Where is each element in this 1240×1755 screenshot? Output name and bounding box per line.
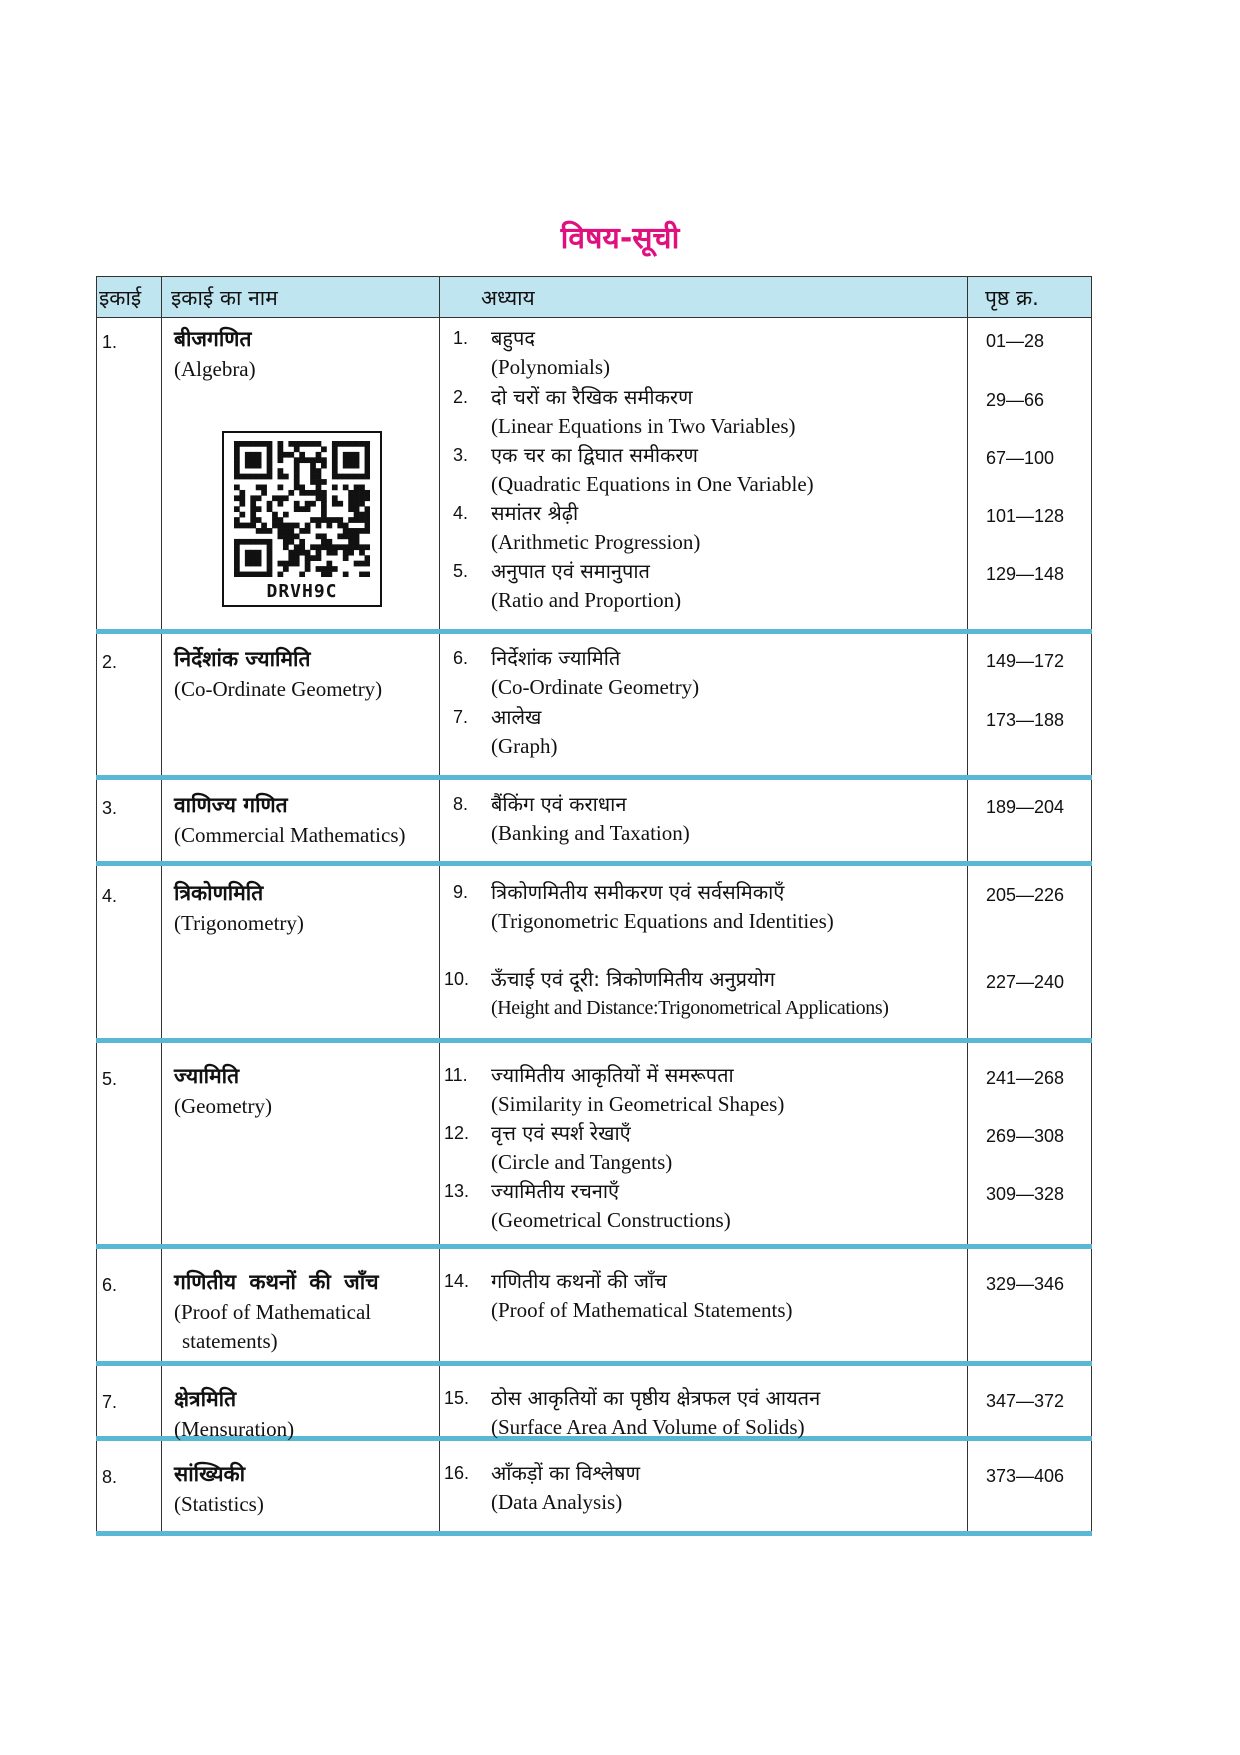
chapter-title-english: (Arithmetic Progression) <box>491 530 701 554</box>
unit-name-english: (Commercial Mathematics) <box>174 823 406 847</box>
unit-number: 5. <box>102 1069 118 1089</box>
unit-number: 7. <box>102 1392 118 1412</box>
row-separator <box>96 1531 1092 1536</box>
chapter-number: 11. <box>444 1065 468 1085</box>
header-unit: इकाई <box>99 286 142 310</box>
unit-name-hindi: बीजगणित <box>174 327 252 351</box>
unit-name-english: (Co-Ordinate Geometry) <box>174 677 383 701</box>
page-range: 205—226 <box>986 885 1065 905</box>
chapter-title-hindi: एक चर का द्विघात समीकरण <box>491 443 699 467</box>
unit-number: 2. <box>102 652 118 672</box>
chapter-title-hindi: निर्देशांक ज्यामिति <box>491 646 621 670</box>
qr-code <box>222 431 382 607</box>
page-range: 149—172 <box>986 651 1065 671</box>
page-range: 329—346 <box>986 1274 1065 1294</box>
chapter-title-english: (Height and Distance:Trigonometrical Applications) <box>491 997 889 1019</box>
chapter-title-hindi: समांतर श्रेढ़ी <box>491 501 579 525</box>
chapter-title-english: (Data Analysis) <box>491 1490 623 1514</box>
unit-name-english-cont: statements) <box>182 1329 278 1353</box>
page-range: 67—100 <box>986 448 1055 468</box>
page-range: 347—372 <box>986 1391 1065 1411</box>
chapter-title-hindi: ऊँचाई एवं दूरी: त्रिकोणमितीय अनुप्रयोग <box>491 967 776 991</box>
unit-number: 3. <box>102 798 118 818</box>
page-range: 373—406 <box>986 1466 1065 1486</box>
unit-name-english: (Geometry) <box>174 1094 272 1118</box>
chapter-number: 8. <box>453 794 469 814</box>
row-separator <box>96 861 1092 866</box>
row-separator <box>96 1038 1092 1043</box>
chapter-title-hindi: दो चरों का रैखिक समीकरण <box>491 385 693 409</box>
chapter-number: 14. <box>444 1271 470 1291</box>
chapter-title-hindi: आँकड़ों का विश्लेषण <box>491 1461 641 1485</box>
unit-name-english: (Trigonometry) <box>174 911 304 935</box>
row-separator <box>96 629 1092 634</box>
chapter-title-english: (Banking and Taxation) <box>491 821 690 845</box>
column-divider <box>967 276 968 1534</box>
chapter-number: 7. <box>453 707 469 727</box>
header-page-no: पृष्ठ क्र. <box>985 286 1039 310</box>
chapter-title-english: (Proof of Mathematical Statements) <box>491 1298 793 1322</box>
chapter-number: 12. <box>444 1123 470 1143</box>
chapter-title-english: (Linear Equations in Two Variables) <box>491 414 796 438</box>
chapter-number: 2. <box>453 387 469 407</box>
chapter-title-hindi: अनुपात एवं समानुपात <box>491 559 650 583</box>
row-separator <box>96 775 1092 780</box>
page-range: 309—328 <box>986 1184 1065 1204</box>
chapter-number: 13. <box>444 1181 470 1201</box>
chapter-title-hindi: बैंकिंग एवं कराधान <box>491 792 627 816</box>
unit-name-hindi: सांख्यिकी <box>174 1462 246 1486</box>
row-separator <box>96 1244 1092 1249</box>
unit-number: 6. <box>102 1275 118 1295</box>
chapter-number: 10. <box>444 969 470 989</box>
page-range: 129—148 <box>986 564 1065 584</box>
header-unit-name: इकाई का नाम <box>171 286 278 310</box>
qr-code-pattern <box>234 441 370 577</box>
row-separator <box>96 1361 1092 1366</box>
qr-code-label: DRVH9C <box>266 581 338 602</box>
chapter-number: 1. <box>453 328 469 348</box>
unit-name-hindi: वाणिज्य गणित <box>174 793 288 817</box>
page-range: 101—128 <box>986 506 1065 526</box>
unit-name-hindi: निर्देशांक ज्यामिति <box>174 647 311 671</box>
chapter-title-hindi: आलेख <box>491 705 542 729</box>
page-range: 29—66 <box>986 390 1045 410</box>
unit-name-hindi: क्षेत्रमिति <box>174 1387 237 1411</box>
page-range: 189—204 <box>986 797 1065 817</box>
chapter-number: 5. <box>453 561 469 581</box>
chapter-title-english: (Trigonometric Equations and Identities) <box>491 909 834 933</box>
unit-name-english: (Statistics) <box>174 1492 264 1516</box>
header-chapter: अध्याय <box>481 286 535 310</box>
page-range: 241—268 <box>986 1068 1065 1088</box>
unit-name-english: (Mensuration) <box>174 1417 295 1441</box>
unit-name-english: (Algebra) <box>174 357 256 381</box>
chapter-title-hindi: ज्यामितीय रचनाएँ <box>491 1179 620 1203</box>
page-range: 269—308 <box>986 1126 1065 1146</box>
chapter-title-hindi: ज्यामितीय आकृतियों में समरूपता <box>491 1063 734 1087</box>
unit-name-hindi: ज्यामिति <box>174 1064 240 1088</box>
chapter-number: 6. <box>453 648 469 668</box>
chapter-title-english: (Similarity in Geometrical Shapes) <box>491 1092 785 1116</box>
chapter-number: 15. <box>444 1388 470 1408</box>
unit-name-english: (Proof of Mathematical <box>174 1300 372 1324</box>
chapter-number: 4. <box>453 503 469 523</box>
unit-name-hindi: त्रिकोणमिति <box>174 881 264 905</box>
chapter-number: 16. <box>444 1463 470 1483</box>
page-title: विषय-सूची <box>560 221 680 256</box>
page-range: 173—188 <box>986 710 1065 730</box>
page-range: 227—240 <box>986 972 1065 992</box>
chapter-title-hindi: गणितीय कथनों की जाँच <box>491 1269 667 1293</box>
chapter-title-english: (Co-Ordinate Geometry) <box>491 675 700 699</box>
unit-number: 8. <box>102 1467 118 1487</box>
page-range: 01—28 <box>986 331 1045 351</box>
column-divider <box>161 276 162 1534</box>
chapter-title-hindi: बहुपद <box>491 326 536 350</box>
chapter-title-english: (Graph) <box>491 734 558 758</box>
chapter-number: 3. <box>453 445 469 465</box>
unit-number: 4. <box>102 886 118 906</box>
column-divider <box>439 276 440 1534</box>
chapter-title-english: (Quadratic Equations in One Variable) <box>491 472 814 496</box>
chapter-title-hindi: त्रिकोणमितीय समीकरण एवं सर्वसमिकाएँ <box>491 880 785 904</box>
chapter-title-english: (Surface Area And Volume of Solids) <box>491 1415 805 1439</box>
chapter-title-hindi: ठोस आकृतियों का पृष्ठीय क्षेत्रफल एवं आयतन <box>491 1386 821 1410</box>
chapter-number: 9. <box>453 882 469 902</box>
unit-number: 1. <box>102 332 118 352</box>
unit-name-hindi: गणितीय कथनों की जाँच <box>174 1270 379 1294</box>
table-header <box>97 276 1091 318</box>
chapter-title-english: (Polynomials) <box>491 355 610 379</box>
chapter-title-hindi: वृत्त एवं स्पर्श रेखाएँ <box>491 1121 631 1145</box>
chapter-title-english: (Ratio and Proportion) <box>491 588 682 612</box>
chapter-title-english: (Geometrical Constructions) <box>491 1208 731 1232</box>
chapter-title-english: (Circle and Tangents) <box>491 1150 673 1174</box>
